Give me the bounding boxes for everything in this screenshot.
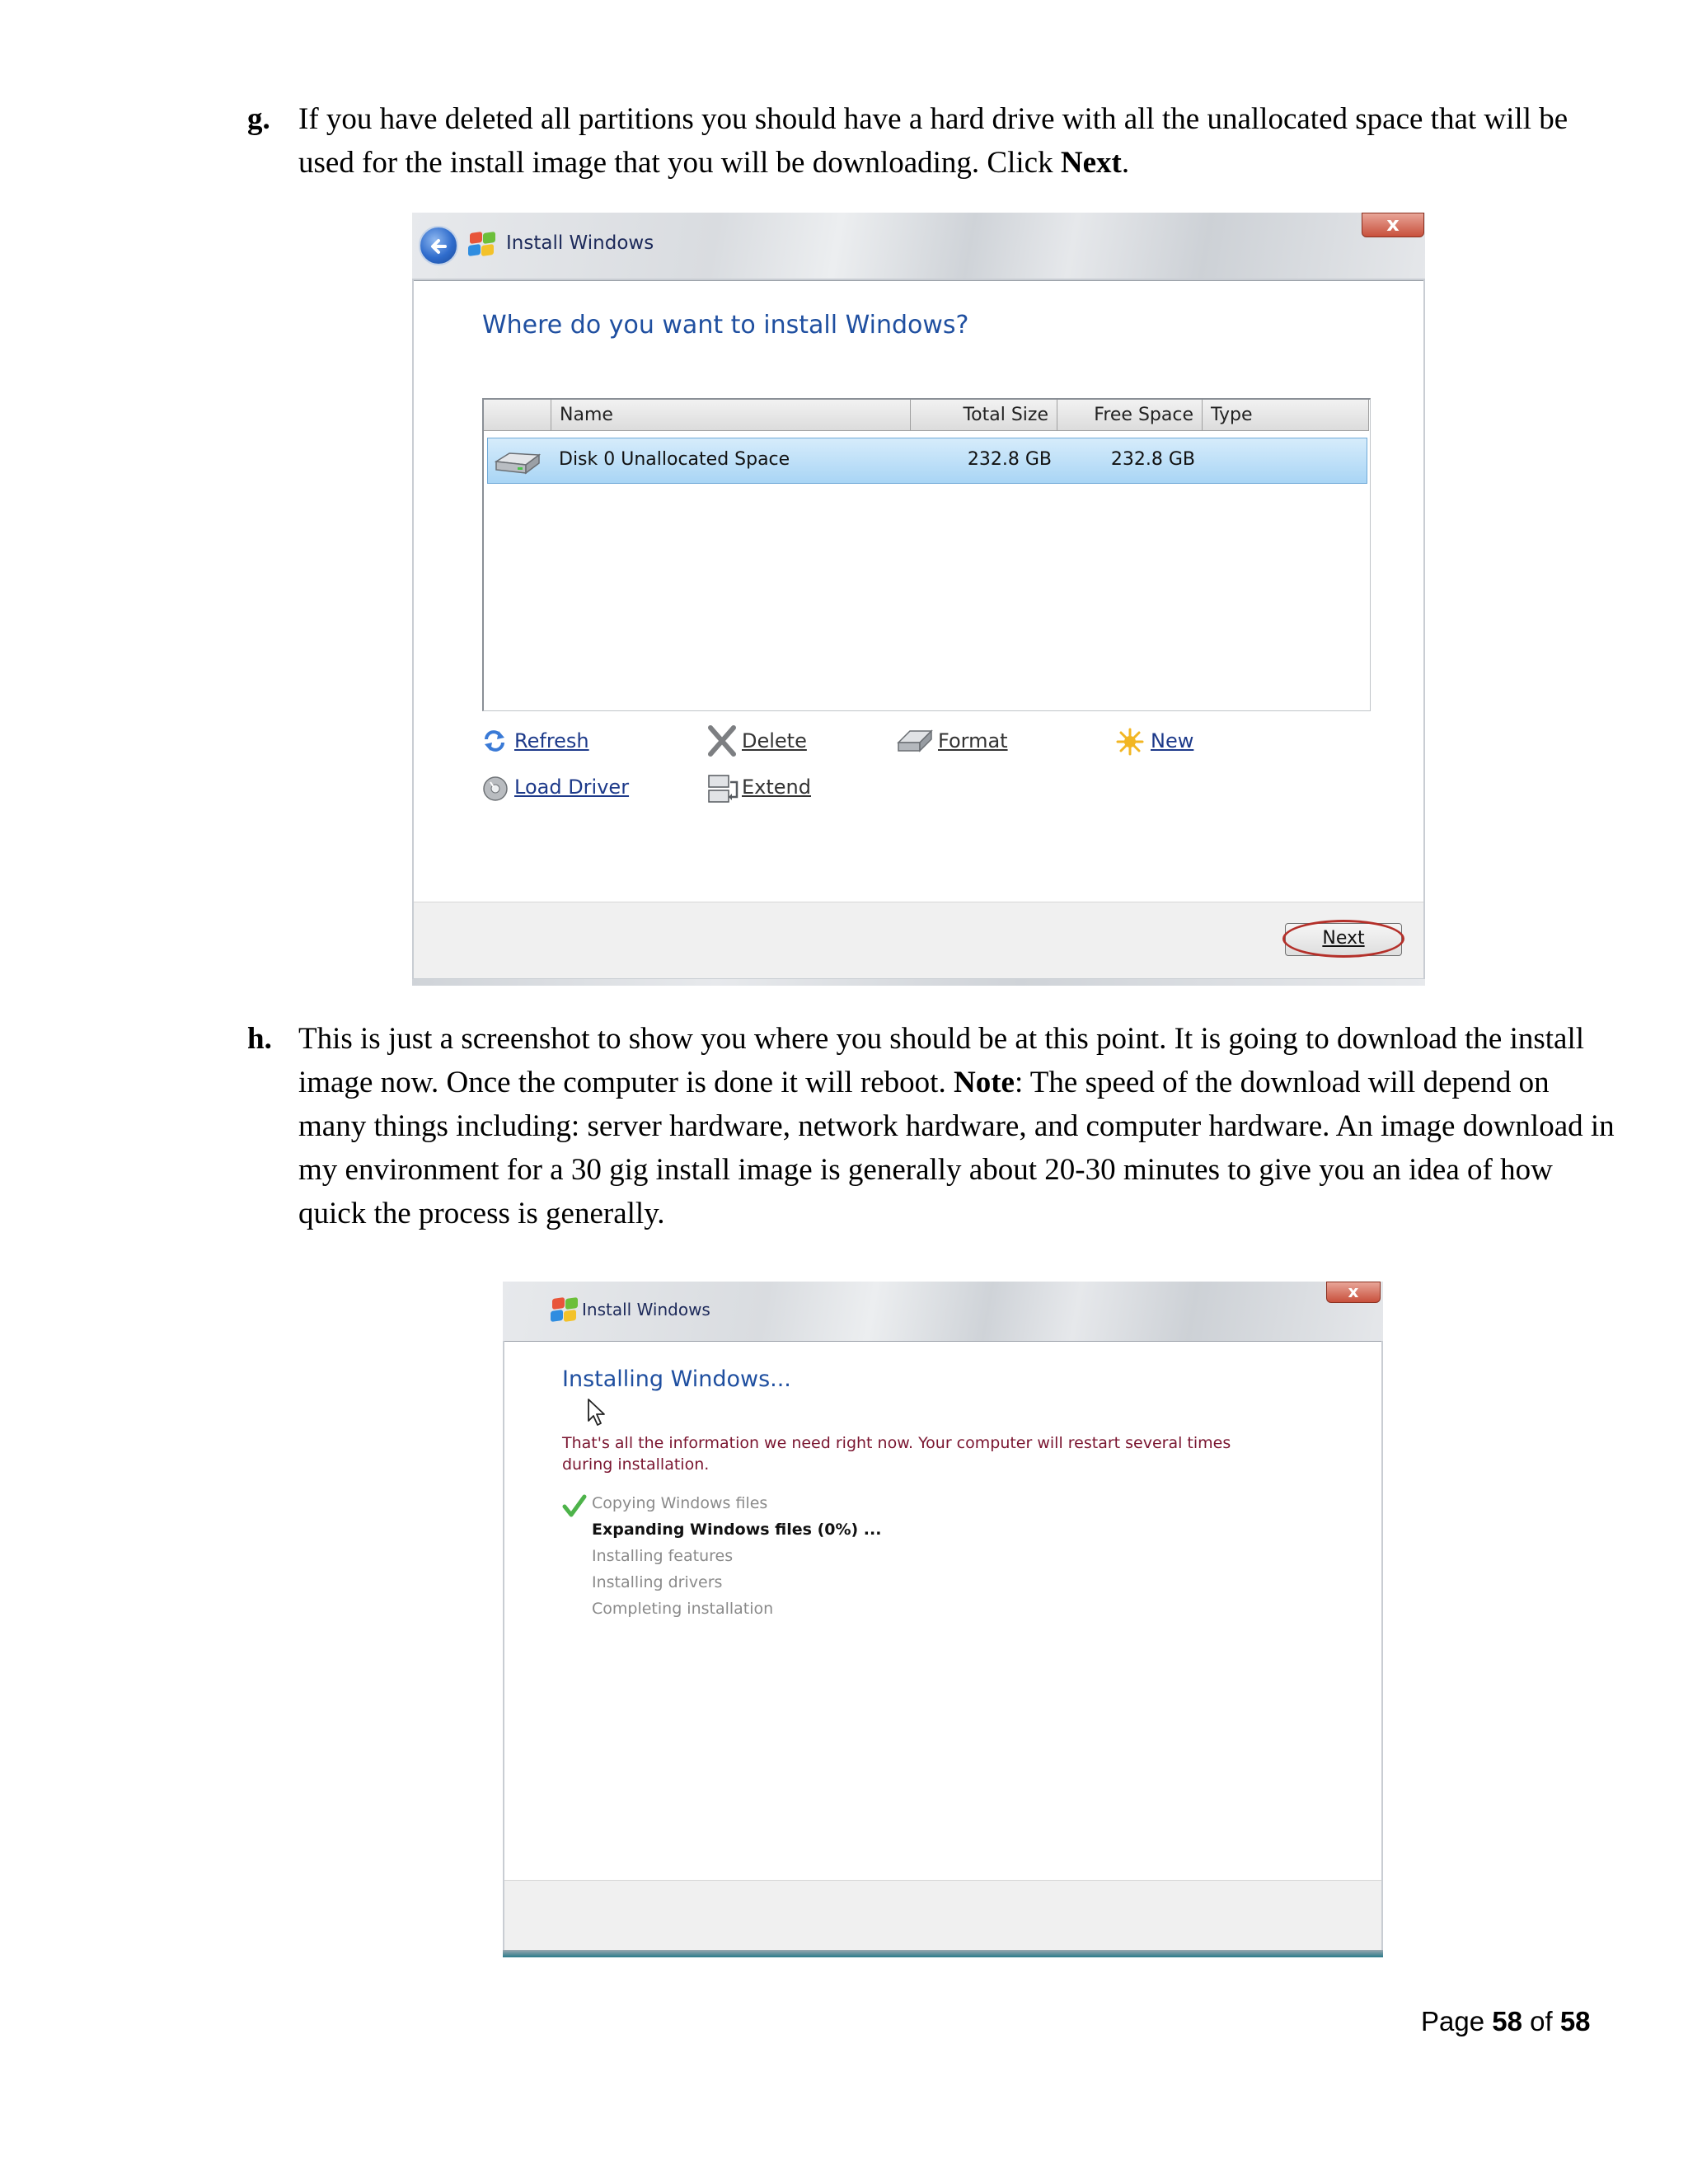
phase-completing-installation: Completing installation: [592, 1600, 774, 1618]
phase-installing-features: Installing features: [592, 1547, 734, 1565]
extend-drive-icon: [706, 772, 740, 805]
step-bold-text: Next: [1060, 146, 1122, 180]
dialog-heading: Where do you want to install Windows?: [482, 311, 969, 340]
delete-label: Delete: [742, 729, 807, 752]
delete-x-icon: [706, 724, 738, 757]
refresh-icon: [482, 729, 507, 752]
install-windows-dialog-progress: [503, 1282, 1383, 1957]
next-button[interactable]: [1285, 923, 1402, 956]
window-title: Install Windows: [506, 232, 654, 254]
refresh-label: Refresh: [514, 729, 589, 752]
checkmark-icon: [562, 1493, 587, 1518]
step-text: [298, 1017, 1617, 1235]
step-text-part: If you have deleted all partitions you should have a hard drive with all the unallocated space that will be used for the install image that you will be downloading. Click: [298, 102, 1568, 180]
dialog-content: [504, 1341, 1381, 1881]
title-bar: [503, 1282, 1383, 1341]
close-button[interactable]: x: [1362, 213, 1424, 237]
disk-free-space: 232.8 GB: [1110, 449, 1195, 470]
dialog-content: [414, 280, 1423, 902]
phase-installing-drivers: Installing drivers: [592, 1573, 723, 1591]
windows-logo-icon: [551, 1298, 579, 1323]
windows-logo-icon: [468, 232, 496, 257]
close-button[interactable]: x: [1326, 1282, 1381, 1303]
dialog-footer: [504, 1880, 1381, 1950]
step-text-part: This is just a screenshot to show you where you should be at this point. It is going to download the install image now. Once the computer is done it will reboot.: [298, 1022, 1585, 1099]
column-header-icon: [484, 400, 551, 431]
step-marker: g.: [247, 102, 270, 136]
hard-drive-icon: [493, 450, 541, 475]
column-header-type[interactable]: Type: [1203, 400, 1369, 431]
step-bold-text: Note: [953, 1066, 1015, 1099]
info-message: That's all the information we need right now. Your computer will restart several times during installation.: [562, 1434, 1231, 1474]
format-drive-icon: [895, 726, 933, 754]
dialog-footer: [414, 902, 1423, 978]
back-button[interactable]: [419, 226, 458, 265]
table-row[interactable]: [487, 438, 1367, 484]
load-driver-disc-icon: [482, 776, 509, 802]
next-label: Next: [1322, 928, 1365, 949]
back-arrow-icon: [427, 234, 452, 259]
disk-total-size: 232.8 GB: [967, 449, 1052, 470]
page-prefix: Page: [1421, 2006, 1493, 2036]
column-header-free-space[interactable]: Free Space: [1057, 400, 1203, 431]
disk-table[interactable]: [482, 398, 1371, 711]
step-text-part: .: [1121, 146, 1130, 180]
new-label: New: [1151, 729, 1194, 752]
load-driver-label: Load Driver: [514, 776, 630, 799]
phase-copying-files: Copying Windows files: [592, 1494, 768, 1512]
phase-expanding-files: Expanding Windows files (0%) ...: [592, 1521, 882, 1539]
dialog-heading: Installing Windows...: [562, 1366, 791, 1392]
step-text-part: : The speed of the download will depend on many things including: server hardware, network hardware, and computer hardware. An image download in my environment for a 30 gig install image is generally about 20-30 minutes to give you an idea of how quick the process is generally.: [298, 1066, 1615, 1230]
step-text: [298, 97, 1617, 185]
window-bottom-edge: [412, 979, 1425, 986]
install-windows-dialog-partition: [412, 213, 1425, 986]
page-total: 58: [1559, 2006, 1591, 2036]
step-marker: h.: [247, 1022, 272, 1056]
disk-name: Disk 0 Unallocated Space: [559, 449, 790, 470]
page-number: [1421, 2006, 1591, 2037]
page-middle: of: [1522, 2006, 1560, 2036]
extend-label: Extend: [742, 776, 811, 799]
page-current: 58: [1492, 2006, 1522, 2036]
window-bottom-edge: [503, 1950, 1383, 1957]
new-sparkle-icon: [1116, 728, 1144, 756]
column-header-total-size[interactable]: Total Size: [911, 400, 1057, 431]
column-header-name[interactable]: Name: [551, 400, 911, 431]
format-label: Format: [938, 729, 1008, 752]
title-bar: [412, 213, 1425, 279]
window-title: Install Windows: [582, 1300, 710, 1319]
mouse-cursor-icon: [587, 1398, 608, 1427]
